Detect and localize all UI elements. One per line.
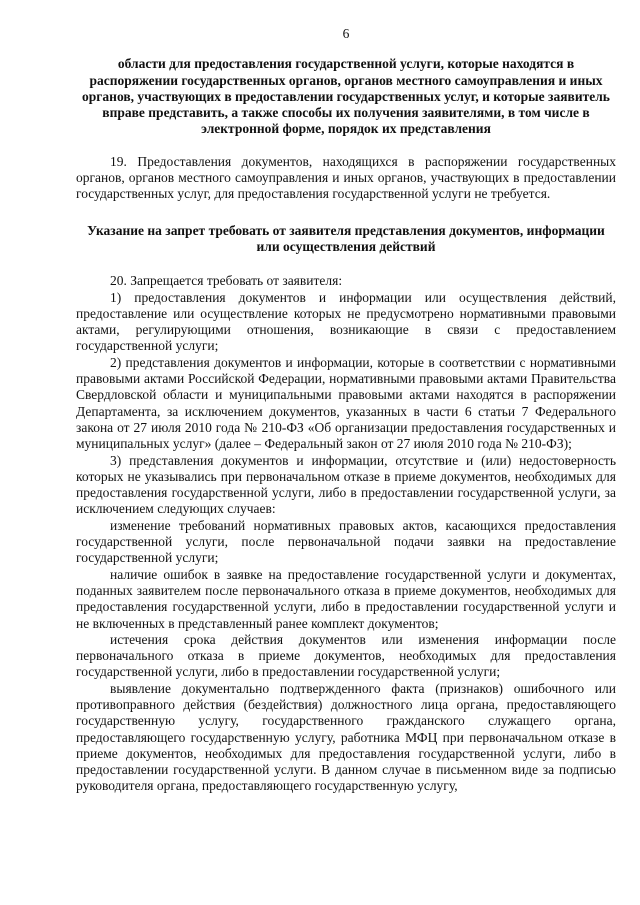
list-item-3: 3) представления документов и информации, отсутствие и (или) недостоверность которых не указывались при первоначальном отказе в приеме документов, необходимых для предоставления государственной услуги, либо в предоставлении государственной услуги, за исключением следующих случаев: [76, 452, 616, 517]
exception-case-2: наличие ошибок в заявке на предоставление государственной услуги и документах, поданных заявителем после первоначального отказа в приеме документов, необходимых для предоставления государственной услуги, либо в предоставлении государственной услуги и не включенных в представленный ранее комплект документов; [76, 566, 616, 631]
list-item-2: 2) представления документов и информации, которые в соответствии с нормативными правовыми актами Российской Федерации, нормативными правовыми актами Правительства Свердловской области и муниципальными правовыми актами находятся в распоряжении Департамента, за исключением документов, указанных в части 6 статьи 7 Федерального закона от 27 июля 2010 года № 210-ФЗ «Об организации предоставления государственных и муниципальных услуг» (далее – Федеральный закон от 27 июля 2010 года № 210-ФЗ); [76, 354, 616, 452]
paragraph-19: 19. Предоставления документов, находящихся в распоряжении государственных органов, органов местного самоуправления и иных органов, участвующих в предоставлении государственных услуг, для предоставления государственной услуги не требуется. [76, 153, 616, 202]
paragraph-20-intro: 20. Запрещается требовать от заявителя: [110, 273, 343, 289]
page-number: 6 [342, 26, 350, 41]
document-page [76, 26, 616, 795]
exception-case-4: выявление документально подтвержденного факта (признаков) ошибочного или противоправного действия (бездействия) должностного лица органа, предоставляющего государственную услугу, государственного гражданского служащего органа, предоставляющего государственную услугу, работника МФЦ при первоначальном отказе в приеме документов, необходимых для предоставления государственной услуги, либо в предоставлении государственной услуги. В данном случае в письменном виде за подписью руководителя органа, предоставляющего государственную услугу, [76, 680, 616, 794]
section-heading-documents-in-possession: области для предоставления государственной услуги, которые находятся в распоряжении государственных органов, органов местного самоуправления и иных органов, участвующих в предоставлении государственных услуг, и которые заявитель вправе представить, а также способы их получения заявителями, в том числе в электронной форме, порядок их представления [82, 56, 610, 137]
section-heading-prohibition: Указание на запрет требовать от заявителя представления документов, информации или осуществления действий [87, 222, 605, 254]
exception-case-3: истечения срока действия документов или изменения информации после первоначального отказа в приеме документов, необходимых для предоставления государственной услуги, либо в предоставлении государственной услуги; [76, 631, 616, 680]
list-item-1: 1) предоставления документов и информации или осуществления действий, предоставление или осуществление которых не предусмотрено нормативными правовыми актами, регулирующими отношения, возникающие в связи с предоставлением государственной услуги; [76, 289, 616, 354]
exception-case-1: изменение требований нормативных правовых актов, касающихся предоставления государственной услуги, после первоначальной подачи заявки на предоставление государственной услуги; [76, 517, 616, 566]
